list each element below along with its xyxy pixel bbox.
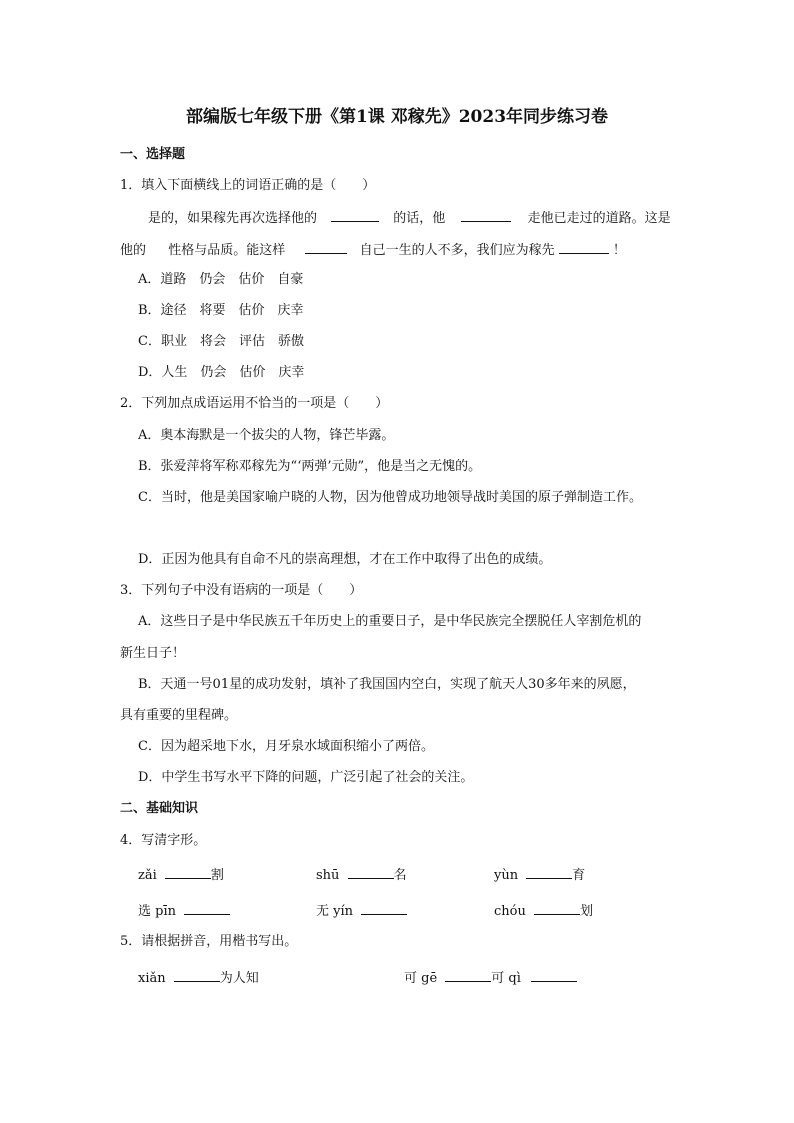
pinyin-text: yùn bbox=[494, 868, 519, 883]
option-a-continued: 新生日子！ bbox=[120, 646, 186, 661]
option-c[interactable]: C．当时，他是美国家喻户晓的人物，因为他曾成功地领导战时美国的原子弹制造工作。 bbox=[138, 490, 642, 505]
pinyin-text: 可 qì bbox=[491, 971, 521, 986]
pinyin-item bbox=[138, 901, 230, 921]
pinyin-item bbox=[316, 865, 407, 885]
option-d[interactable]: D．中学生书写水平下降的问题，广泛引起了社会的关注。 bbox=[138, 770, 474, 785]
option-a[interactable]: A．这些日子是中华民族五千年历史上的重要日子，是中华民族完全摆脱任人宰割危机的 bbox=[138, 614, 642, 629]
passage-text: 自己一生的人不多，我们应为稼先 bbox=[359, 243, 555, 258]
fill-blank bbox=[461, 208, 511, 222]
answer-blank[interactable] bbox=[445, 968, 491, 982]
passage-text: ！ bbox=[612, 243, 626, 258]
option-b[interactable]: B．天通一号01星的成功发射，填补了我国国内空白，实现了航天人30多年来的夙愿， bbox=[138, 677, 636, 692]
pinyin-text: shū bbox=[316, 868, 340, 883]
option-b[interactable]: B．途径 将要 估价 庆幸 bbox=[138, 303, 304, 318]
passage-text: 他的 bbox=[120, 243, 147, 258]
pinyin-item bbox=[316, 901, 407, 921]
pinyin-text: 可 gē bbox=[404, 971, 438, 986]
question-1-passage-line-2 bbox=[120, 240, 626, 260]
answer-blank[interactable] bbox=[184, 901, 230, 915]
character-text: 名 bbox=[393, 868, 407, 883]
character-text: 为人知 bbox=[219, 971, 259, 986]
question-4-stem: 4．写清字形。 bbox=[120, 833, 207, 848]
fill-blank bbox=[305, 240, 347, 254]
answer-blank[interactable] bbox=[531, 968, 577, 982]
option-d[interactable]: D．人生 仍会 估价 庆幸 bbox=[138, 365, 305, 380]
question-3-stem: 3．下列句子中没有语病的一项是（ ） bbox=[120, 583, 363, 598]
answer-blank[interactable] bbox=[361, 901, 407, 915]
fill-blank bbox=[331, 208, 379, 222]
character-text: 划 bbox=[580, 904, 594, 919]
option-c[interactable]: C．因为超采地下水，月牙泉水域面积缩小了两倍。 bbox=[138, 739, 434, 754]
option-a[interactable]: A．奥本海默是一个拔尖的人物，锋芒毕露。 bbox=[138, 428, 395, 443]
answer-blank[interactable] bbox=[165, 865, 211, 879]
fill-blank bbox=[559, 240, 609, 254]
passage-text: 走他已走过的道路。这是 bbox=[527, 211, 671, 226]
question-2-stem: 2．下列加点成语运用不恰当的一项是（ ） bbox=[120, 396, 389, 411]
pinyin-text: 无 yín bbox=[316, 904, 354, 919]
answer-blank[interactable] bbox=[174, 968, 220, 982]
pinyin-item bbox=[138, 865, 224, 885]
passage-text: 的话，他 bbox=[393, 211, 446, 226]
question-5-stem: 5．请根据拼音，用楷书写出。 bbox=[120, 934, 298, 949]
pinyin-item bbox=[494, 901, 593, 921]
passage-text: 是的，如果稼先再次选择他的 bbox=[148, 211, 318, 226]
option-c[interactable]: C．职业 将会 评估 骄傲 bbox=[138, 334, 304, 349]
option-d[interactable]: D．正因为他具有自命不凡的崇高理想，才在工作中取得了出色的成绩。 bbox=[138, 552, 552, 567]
answer-blank[interactable] bbox=[526, 865, 572, 879]
section-heading-choice: 一、选择题 bbox=[120, 147, 186, 162]
answer-blank[interactable] bbox=[348, 865, 394, 879]
character-text: 育 bbox=[572, 868, 586, 883]
pinyin-item bbox=[138, 968, 259, 988]
pinyin-item bbox=[404, 968, 577, 988]
question-1-stem: 1．填入下面横线上的词语正确的是（ ） bbox=[120, 178, 376, 193]
character-text: 割 bbox=[210, 868, 224, 883]
option-b-continued: 具有重要的里程碑。 bbox=[120, 708, 238, 723]
option-a[interactable]: A．道路 仍会 估价 自豪 bbox=[138, 272, 304, 287]
page-title: 部编版七年级下册《第1课 邓稼先》2023年同步练习卷 bbox=[185, 107, 609, 127]
passage-text: 性格与品质。能这样 bbox=[168, 243, 286, 258]
option-b[interactable]: B．张爱萍将军称邓稼先为“‘两弹’元勋”，他是当之无愧的。 bbox=[138, 459, 482, 474]
pinyin-item bbox=[494, 865, 585, 885]
pinyin-text: zǎi bbox=[138, 868, 157, 883]
answer-blank[interactable] bbox=[534, 901, 580, 915]
pinyin-text: xiǎn bbox=[138, 971, 166, 986]
question-1-passage-line-1 bbox=[148, 208, 671, 228]
section-heading-basics: 二、基础知识 bbox=[120, 801, 199, 816]
pinyin-text: 选 pīn bbox=[138, 904, 176, 919]
pinyin-text: chóu bbox=[494, 904, 526, 919]
